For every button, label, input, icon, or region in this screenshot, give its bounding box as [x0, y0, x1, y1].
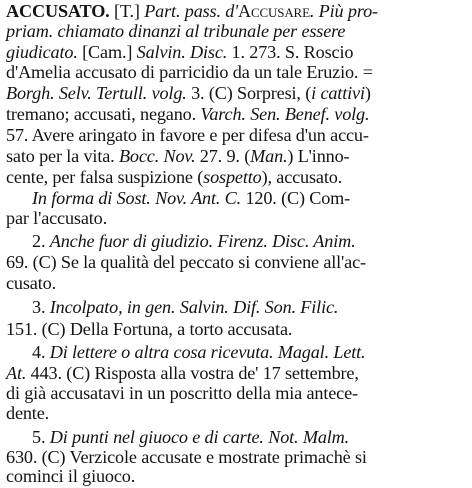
- text-line: [32, 343, 365, 362]
- text-segment: cente, per falsa suspizione (: [6, 167, 204, 187]
- text-line: [6, 22, 345, 41]
- text-segment: cominci il giuoco.: [6, 466, 136, 486]
- text-line: [6, 364, 359, 383]
- text-segment: priam. chiamato dinanzi al tribunale per essere: [6, 21, 346, 41]
- text-segment: Di punti nel giuoco e di carte. Not. Malm.: [49, 427, 350, 447]
- text-line: [6, 274, 56, 293]
- text-segment: 3. (C) Sorpresi, (: [186, 83, 312, 103]
- text-line: [32, 189, 350, 208]
- text-line: [6, 147, 349, 166]
- text-segment: 630. (C) Verzicole accusate e mostrate primachè si: [6, 447, 367, 467]
- text-line: [32, 428, 349, 447]
- text-segment: 69. (C) Se la qualità del peccato si conviene all'ac-: [6, 252, 366, 272]
- text-segment: ): [364, 83, 371, 103]
- text-segment: giudicato.: [6, 42, 78, 62]
- text-segment: 1. 273. S. Roscio: [227, 42, 354, 62]
- text-line: [32, 232, 356, 251]
- text-segment: Bocc. Nov.: [118, 146, 196, 166]
- text-line: [6, 209, 107, 228]
- text-line: [6, 253, 366, 272]
- text-segment: [T.]: [109, 1, 145, 21]
- text-segment: sospetto: [203, 167, 262, 187]
- text-line: [6, 448, 367, 467]
- text-segment: Anche fuor di giudizio. Firenz. Disc. Anim.: [49, 231, 356, 251]
- text-segment: i cattivi: [311, 83, 365, 103]
- text-line: [6, 404, 49, 423]
- text-segment: . Più pro-: [309, 1, 378, 21]
- text-line: [32, 298, 338, 317]
- text-segment: 27. 9. (: [195, 146, 251, 166]
- text-line: [6, 384, 358, 403]
- text-segment: cusato.: [6, 273, 56, 293]
- text-segment: [Cam.]: [77, 42, 137, 62]
- text-line: [6, 168, 342, 187]
- text-segment: ) L'inno-: [287, 146, 350, 166]
- text-line: [6, 320, 292, 339]
- text-segment: Di lettere o altra cosa ricevuta. Magal. Lett.: [49, 342, 366, 362]
- text-segment: dente.: [6, 403, 50, 423]
- text-segment: 3.: [32, 297, 50, 317]
- text-segment: 4.: [32, 342, 50, 362]
- text-line: [6, 43, 353, 62]
- text-segment: Borgh. Selv. Tertull. volg.: [6, 83, 187, 103]
- text-segment: Part. pass. d': [144, 1, 238, 21]
- text-segment: par l'accusato.: [6, 208, 108, 228]
- text-segment: 120. (C) Com-: [241, 188, 351, 208]
- text-segment: 151. (C) Della Fortuna, a torto accusata.: [6, 319, 293, 339]
- text-segment: In forma di Sost. Nov. Ant. C.: [32, 188, 242, 208]
- text-segment: ), accusato.: [261, 167, 343, 187]
- text-segment: Varch. Sen. Benef. volg.: [200, 104, 370, 124]
- text-segment: Salvin. Disc.: [136, 42, 228, 62]
- text-line: [6, 126, 369, 145]
- text-segment: ACCUSATO.: [6, 1, 110, 21]
- text-line: [6, 105, 369, 124]
- text-line: [6, 2, 378, 21]
- text-segment: Incolpato, in gen. Salvin. Dif. Son. Filic.: [49, 297, 339, 317]
- text-segment: di già accusatavi in un poscritto della mia antece-: [6, 383, 358, 403]
- text-segment: 2.: [32, 231, 50, 251]
- text-segment: sato per la vita.: [6, 146, 119, 166]
- text-segment: Accusare: [237, 1, 310, 21]
- text-line: [6, 84, 371, 103]
- text-segment: 443. (C) Risposta alla vostra de' 17 settembre,: [26, 363, 359, 383]
- text-segment: 57. Avere aringato in favore e per difesa d'un accu-: [6, 125, 369, 145]
- text-segment: At.: [6, 363, 27, 383]
- text-line: [6, 467, 135, 486]
- text-segment: d'Amelia accusato di parricidio da un tale Eruzio. =: [6, 62, 373, 82]
- text-segment: 5.: [32, 427, 50, 447]
- text-segment: tremano; accusati, negano.: [6, 104, 201, 124]
- text-line: [6, 63, 373, 82]
- text-segment: Man.: [250, 146, 288, 166]
